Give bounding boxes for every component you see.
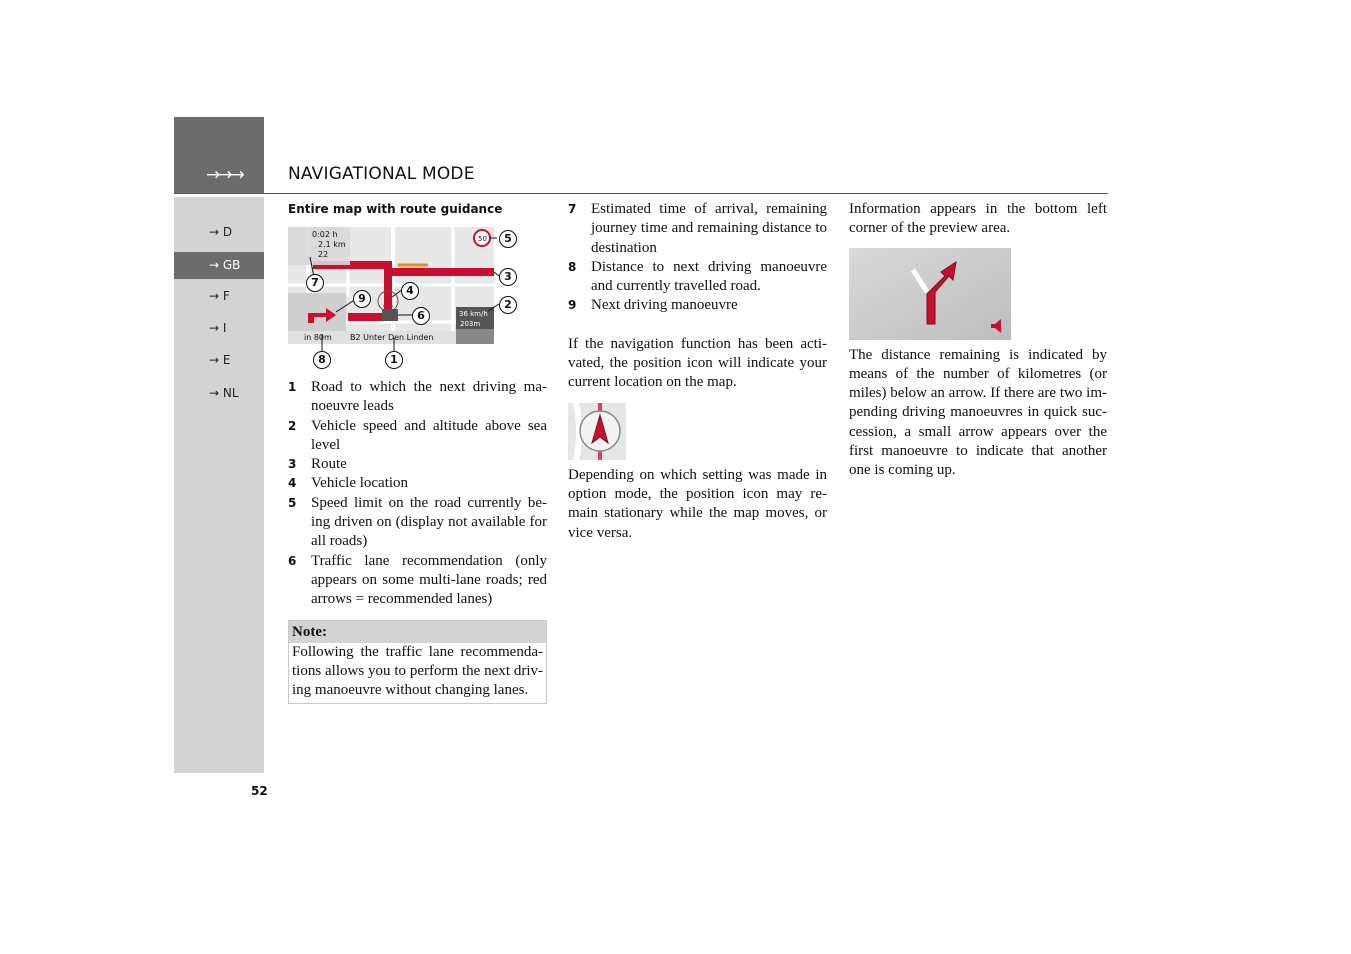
legend-list bbox=[288, 378, 547, 610]
map-distance: 2.1 km bbox=[318, 240, 346, 249]
note-heading: Note: bbox=[289, 621, 546, 643]
position-icon-paragraph: If the navigation function has been acti-vated, the position icon will indicate your current location on the map. bbox=[568, 335, 827, 391]
sidebar-item-f[interactable]: → F bbox=[209, 289, 230, 303]
note-body: Following the traffic lane recommenda-tions allows you to perform the next driv-ing manoeuvre without changing lanes. bbox=[292, 643, 543, 699]
column-3 bbox=[849, 200, 1107, 481]
list-item: 8 Distance to next driving manoeuvre and currently travelled road. bbox=[568, 258, 827, 295]
callout-8: 8 bbox=[313, 351, 331, 369]
callout-2: 2 bbox=[499, 296, 517, 314]
manoeuvre-arrow-icon bbox=[849, 248, 1011, 340]
note-box bbox=[288, 620, 547, 705]
position-arrow-icon bbox=[568, 403, 626, 460]
sidebar-item-d[interactable]: → D bbox=[209, 225, 233, 239]
list-item: 6 Traffic lane recommendation (only appears on some multi-lane roads; red arrows = recommended lanes) bbox=[288, 552, 547, 608]
header-divider bbox=[174, 193, 1108, 194]
column-1 bbox=[288, 200, 547, 704]
map-road-name: B2 Unter Den Linden bbox=[350, 333, 434, 342]
list-item: 2 Vehicle speed and altitude above sea level bbox=[288, 417, 547, 453]
callout-6: 6 bbox=[412, 307, 430, 325]
callout-9: 9 bbox=[353, 290, 371, 308]
section-subheading: Entire map with route guidance bbox=[288, 202, 503, 216]
callout-5: 5 bbox=[499, 230, 517, 248]
column-2 bbox=[568, 200, 827, 543]
callout-7: 7 bbox=[306, 274, 324, 292]
map-time: 0:02 h bbox=[312, 230, 338, 239]
distance-remaining-paragraph: The distance remaining is indicated by means of the number of kilometres (or miles) below an arrow. If there are two im-pending driving manoeuvres in quick suc-cession, a small arrow appears over the first manoeuvre to indicate that another one is coming up. bbox=[849, 346, 1107, 479]
list-item: 1 Road to which the next driving ma-noeuvre leads bbox=[288, 379, 547, 415]
map-speed-limit: 50 bbox=[478, 235, 487, 243]
map-count: 22 bbox=[318, 250, 329, 259]
list-item: 9 Next driving manoeuvre bbox=[568, 297, 738, 314]
map-turn-distance: in 80m bbox=[304, 333, 332, 342]
position-setting-paragraph: Depending on which setting was made in option mode, the position icon may re-main stationary while the map moves, or vice versa. bbox=[568, 466, 827, 541]
sidebar-item-nl[interactable]: → NL bbox=[209, 386, 239, 400]
chapter-arrows: →→→ bbox=[206, 165, 243, 185]
list-item: 4 Vehicle location bbox=[288, 475, 409, 492]
map-screenshot bbox=[288, 227, 528, 372]
sidebar-header-block bbox=[174, 117, 264, 193]
list-item: 3 Route bbox=[288, 456, 347, 473]
list-item: 7 Estimated time of arrival, remaining journey time and remaining distance to destination bbox=[568, 201, 827, 256]
language-sidebar bbox=[174, 197, 264, 773]
callout-4: 4 bbox=[401, 282, 419, 300]
callout-3: 3 bbox=[499, 268, 517, 286]
page-number: 52 bbox=[251, 784, 268, 798]
manoeuvre-preview-image bbox=[849, 248, 1011, 340]
sidebar-item-gb[interactable]: → GB bbox=[174, 252, 264, 279]
callout-1: 1 bbox=[385, 351, 403, 369]
info-location-paragraph: Information appears in the bottom left corner of the preview area. bbox=[849, 201, 1107, 237]
sidebar-item-i[interactable]: → I bbox=[209, 321, 227, 335]
map-altitude: 203m bbox=[460, 320, 481, 328]
list-item: 5 Speed limit on the road currently be-ing driven on (display not available for all roads) bbox=[288, 494, 547, 550]
position-icon-image bbox=[568, 403, 626, 460]
sidebar-item-e[interactable]: → E bbox=[209, 353, 231, 367]
page-title: NAVIGATIONAL MODE bbox=[288, 164, 475, 184]
map-speed: 36 km/h bbox=[459, 310, 488, 318]
